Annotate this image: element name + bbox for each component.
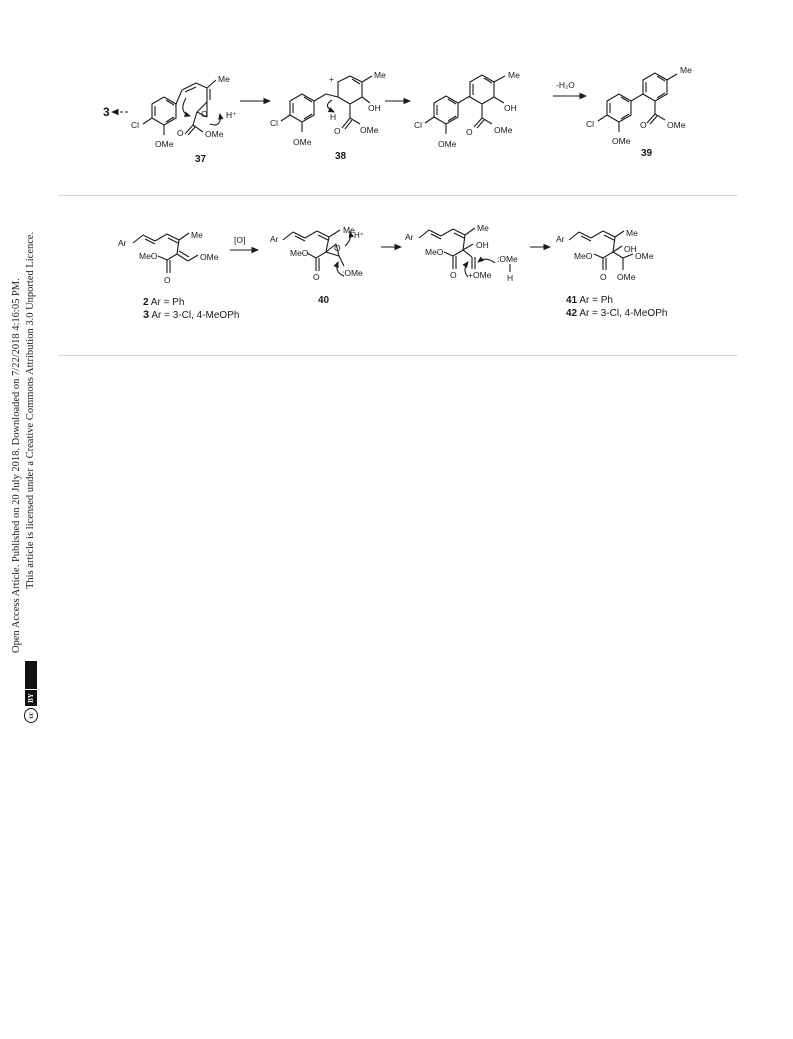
oh-oxocarbenium: OH: [476, 240, 489, 250]
meo-oxocarbenium: MeO: [425, 247, 444, 257]
me-41: Me: [626, 228, 638, 238]
ome-38: OMe: [293, 137, 312, 147]
structure-39: [598, 73, 677, 132]
legend-2-text: Ar = Ph: [148, 297, 185, 308]
ome-39: OMe: [612, 136, 631, 146]
ar-oxocarbenium: Ar: [405, 232, 414, 242]
legend-2-num: 2: [143, 297, 149, 308]
legend-41-num: 41: [566, 295, 578, 306]
h-plus-40: H⁺: [354, 231, 364, 240]
publication-info: Open Access Article. Published on 20 July 2018. Downloaded on 7/22/2018 4:16:05 PM.: [11, 278, 22, 653]
me-2: Me: [191, 230, 203, 240]
label-39: 39: [641, 148, 653, 159]
cl-38: Cl: [270, 118, 279, 128]
cl-37: Cl: [131, 120, 140, 130]
ome-ester-37: OMe: [205, 129, 224, 139]
label-40: 40: [318, 295, 330, 306]
legend-42-text: Ar = 3-Cl, 4-MeOPh: [577, 308, 668, 319]
o-2: O: [164, 275, 171, 285]
o-epoxide-40: O: [334, 243, 341, 253]
h-methanol: H: [507, 273, 514, 283]
o-41: O: [600, 272, 607, 282]
structure-38: [281, 76, 372, 132]
ar-40: Ar: [270, 234, 279, 244]
o-37: O: [177, 128, 184, 138]
legend-2: [143, 297, 184, 308]
me-40: Me: [343, 225, 355, 235]
legend-3-text: Ar = 3-Cl, 4-MeOPh: [149, 310, 240, 321]
cl-39: Cl: [586, 119, 595, 129]
cl-intermediate: Cl: [414, 120, 423, 130]
oh-intermediate: OH: [504, 103, 517, 113]
h-plus-37: H⁺: [226, 110, 237, 120]
me-39: Me: [680, 65, 692, 75]
o-38: O: [334, 126, 341, 136]
scheme-2: [118, 223, 667, 321]
nuc-ome-40: :OMe: [342, 268, 363, 278]
legend-42-num: 42: [566, 308, 578, 319]
ome-plus: +OMe: [468, 270, 492, 280]
license-info: This article is licensed under a Creative Commons Attribution 3.0 Unported Licence.: [25, 231, 36, 589]
ome-37: OMe: [155, 139, 174, 149]
ome-ester-intermediate: OMe: [494, 125, 513, 135]
oxidant-label: [O]: [234, 235, 246, 245]
meo-40: MeO: [290, 248, 309, 258]
legend-41: [566, 295, 613, 306]
o-oxocarbenium: O: [450, 270, 457, 280]
ar-2: Ar: [118, 238, 127, 248]
cc-icon: cc: [24, 708, 38, 723]
plus-38: +: [329, 74, 334, 84]
meo-41: MeO: [574, 251, 593, 261]
oh-41: OH: [624, 244, 637, 254]
o-39: O: [640, 120, 647, 130]
nuc-ome-methanol: :OMe: [497, 254, 518, 264]
oh-38: OH: [368, 103, 381, 113]
label-38: 38: [335, 151, 347, 162]
by-icon: BY: [25, 690, 37, 706]
ome-acetal-bottom-41: OMe: [617, 272, 636, 282]
structure-37: [143, 80, 220, 135]
ome-ester-38: OMe: [360, 125, 379, 135]
legend-3-num: 3: [143, 309, 150, 321]
me-38: Me: [374, 70, 386, 80]
ome-intermediate: OMe: [438, 139, 457, 149]
me-intermediate: Me: [508, 70, 520, 80]
ar-41: Ar: [556, 234, 565, 244]
ome-2: OMe: [200, 252, 219, 262]
scheme-1: [103, 65, 692, 165]
me-37: Me: [218, 74, 230, 84]
legend-3: [143, 309, 239, 321]
legend-42: [566, 308, 667, 319]
o-40: O: [313, 272, 320, 282]
compound-3-ref: 3: [103, 105, 110, 119]
label-37: 37: [195, 154, 207, 165]
o-intermediate: O: [466, 127, 473, 137]
structure-diene-alcohol: [425, 75, 505, 134]
ome-acetal-top-41: OMe: [635, 251, 654, 261]
minus-water: -H₂O: [556, 80, 575, 90]
o-epoxide-37: O: [201, 109, 208, 119]
ome-ester-39: OMe: [667, 120, 686, 130]
legend-41-text: Ar = Ph: [577, 295, 613, 306]
h-38: H: [330, 112, 337, 122]
me-oxocarbenium: Me: [477, 223, 489, 233]
meo-2: MeO: [139, 251, 158, 261]
